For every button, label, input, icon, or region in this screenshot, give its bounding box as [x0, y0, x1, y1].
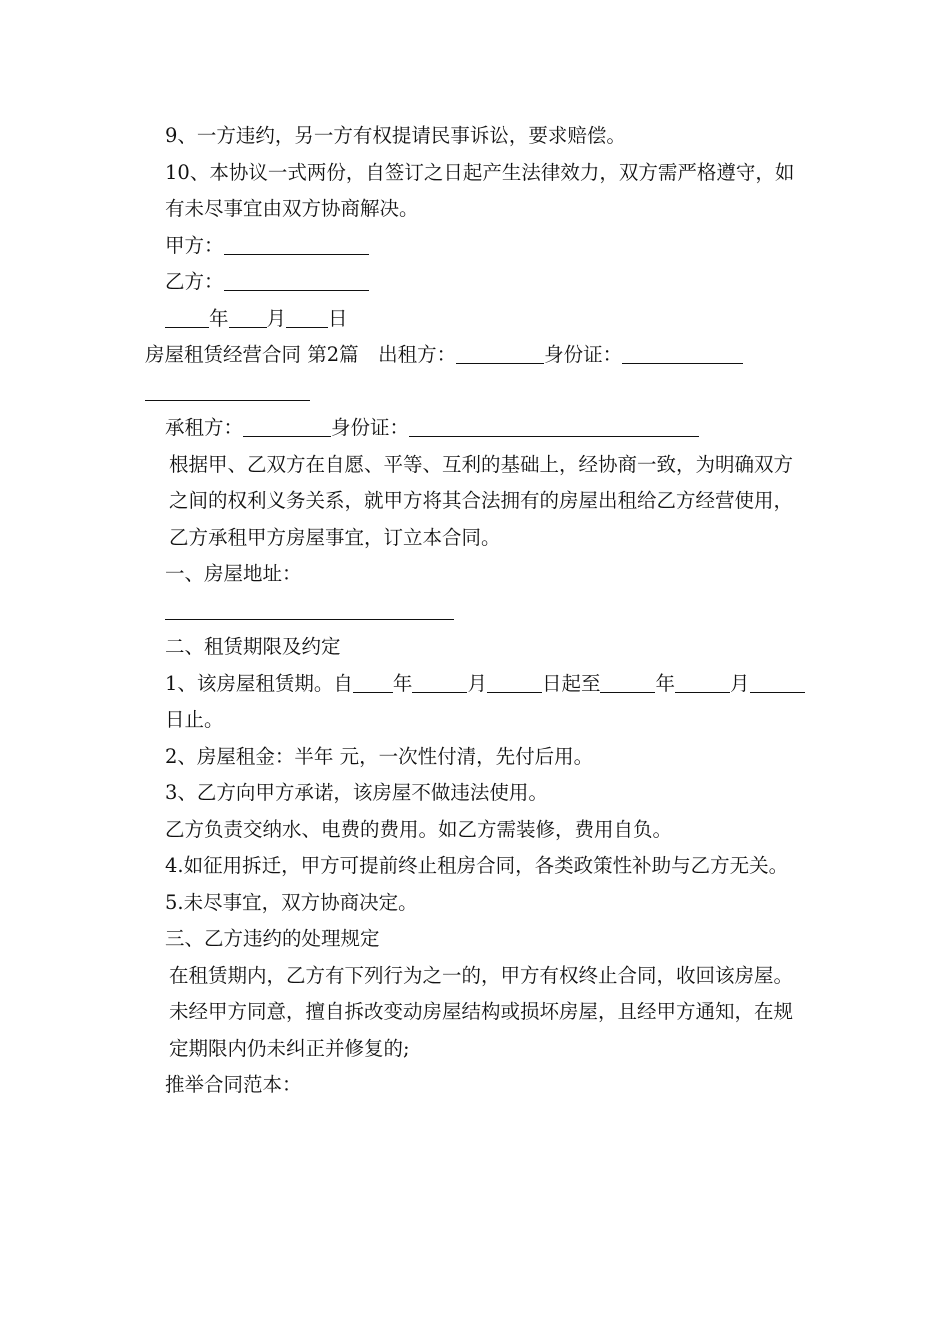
section-2-heading: 二、租赁期限及约定 [165, 635, 341, 658]
section-1-heading: 一、房屋地址： [165, 562, 302, 585]
end-year-label: 年 [655, 671, 675, 695]
lessee-blank [243, 414, 331, 437]
item-1 [145, 666, 810, 739]
lessee-id-label: 身份证： [331, 416, 410, 439]
address-blank [165, 597, 454, 620]
item-3: 3、乙方向甲方承诺，该房屋不做违法使用。 [165, 781, 548, 804]
lessor-id-continued [145, 374, 810, 411]
end-day-label: 日止。 [165, 708, 224, 731]
address-blank-line [145, 593, 810, 630]
item-5: 5.未尽事宜，双方协商决定。 [165, 890, 418, 914]
day-label: 日 [328, 306, 348, 330]
lessor-blank [456, 341, 544, 364]
lessor-id-blank-1 [622, 341, 743, 364]
end-month-blank [675, 670, 730, 693]
month-blank [229, 305, 267, 328]
start-year-blank [353, 670, 393, 693]
lessor-id-blank-2 [145, 378, 310, 401]
clause-9: 9、一方违约，另一方有权提请民事诉讼，要求赔偿。 [165, 124, 626, 147]
clause-10: 10、本协议一式两份，自签订之日起产生法律效力，双方需严格遵守，如有未尽事宜由双方协商解决。 [165, 160, 795, 220]
item-4: 4.如征用拆迁，甲方可提前终止租房合同，各类政策性补助与乙方无关。 [165, 854, 789, 877]
end-year-blank [600, 670, 655, 693]
day-blank [286, 305, 328, 328]
item-2: 2、房屋租金：半年 元，一次性付清，先付后用。 [165, 744, 594, 768]
lessee-id-blank [409, 414, 699, 437]
year-label: 年 [209, 306, 229, 330]
lessee-label: 承租方： [165, 416, 244, 439]
month-label: 月 [266, 306, 287, 330]
start-month-label: 月 [467, 671, 487, 695]
lessor-id-label: 身份证： [544, 343, 623, 366]
item-3b: 乙方负责交纳水、电费的费用。如乙方需装修，费用自负。 [165, 817, 673, 841]
section-3-heading: 三、乙方违约的处理规定 [165, 927, 380, 950]
end-month-label: 月 [729, 671, 750, 695]
intro-paragraph: 根据甲、乙双方在自愿、平等、互利的基础上，经协商一致，为明确双方之间的权利义务关系，就甲方将其合法拥有的房屋出租给乙方经营使用，乙方承租甲方房屋事宜，订立本合同。 [169, 452, 794, 549]
document-page [145, 118, 810, 1104]
start-year-label: 年 [392, 671, 413, 695]
section-3-paragraph-1: 在租赁期内，乙方有下列行为之一的，甲方有权终止合同，收回该房屋。 [169, 963, 794, 987]
recommend-line: 推举合同范本： [165, 1073, 302, 1096]
start-day-label: 日起至 [541, 671, 601, 695]
section-3-paragraph-2: 未经甲方同意，擅自拆改变动房屋结构或损坏房屋，且经甲方通知，在规定期限内仍未纠正并修复的; [169, 1000, 794, 1060]
party-b-line [145, 264, 810, 301]
item-1-prefix: 1、该房屋租赁期。自 [165, 671, 353, 695]
party-b-label: 乙方： [165, 270, 224, 293]
date-line [145, 301, 810, 338]
party-b-blank [224, 268, 369, 291]
party-a-label: 甲方： [165, 233, 224, 257]
title-line [145, 337, 810, 374]
lessee-line [145, 410, 810, 447]
start-day-blank [487, 670, 542, 693]
party-a-blank [224, 232, 369, 255]
start-month-blank [412, 670, 467, 693]
title-and-lessor-label: 房屋租赁经营合同 第2篇 出租方： [145, 343, 457, 366]
year-blank [165, 305, 209, 328]
end-day-blank [750, 670, 805, 693]
party-a-line [145, 228, 810, 265]
